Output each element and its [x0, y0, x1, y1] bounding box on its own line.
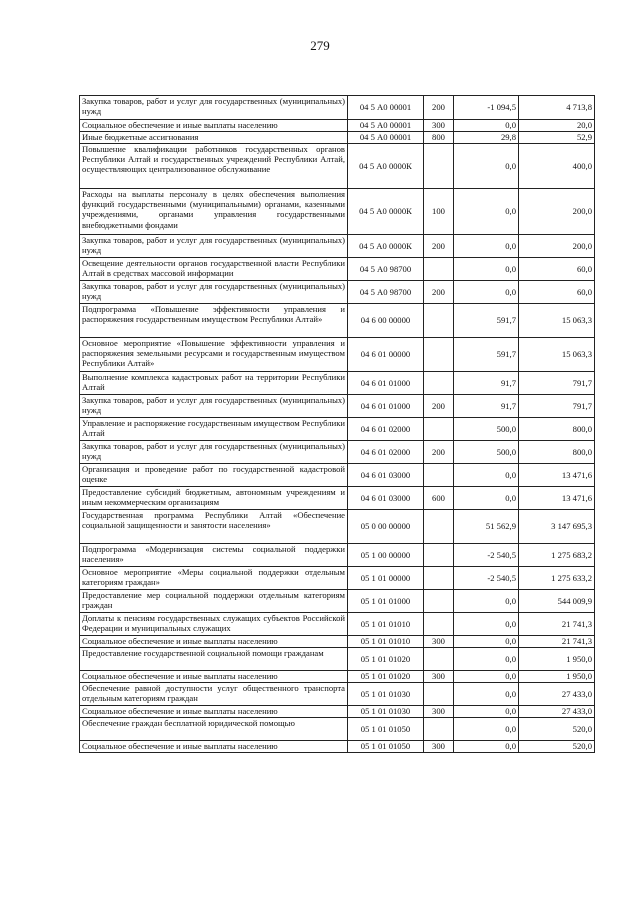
amount-total: 60,0: [519, 258, 595, 281]
expense-type: 200: [424, 281, 454, 304]
expense-type: [424, 613, 454, 636]
expense-type: [424, 683, 454, 706]
amount-change: 0,0: [454, 683, 519, 706]
expense-type: [424, 372, 454, 395]
amount-change: 0,0: [454, 235, 519, 258]
expense-type: 300: [424, 741, 454, 753]
line-item-name: Социальное обеспечение и иные выплаты населению: [80, 636, 348, 648]
line-item-name: Доплаты к пенсиям государственных служащих субъектов Российской Федерации и муниципальных служащих: [80, 613, 348, 636]
amount-total: 13 471,6: [519, 487, 595, 510]
expense-type: [424, 258, 454, 281]
target-code: 04 5 А0 98700: [348, 281, 424, 304]
line-item-name: Обеспечение граждан бесплатной юридической помощью: [80, 718, 348, 741]
budget-table-body: [80, 96, 595, 753]
target-code: 04 6 01 01000: [348, 372, 424, 395]
amount-change: -2 540,5: [454, 544, 519, 567]
table-row: [80, 235, 595, 258]
amount-total: 1 950,0: [519, 648, 595, 671]
target-code: 04 6 01 01000: [348, 395, 424, 418]
amount-change: 500,0: [454, 418, 519, 441]
target-code: 05 1 00 00000: [348, 544, 424, 567]
table-row: [80, 510, 595, 544]
target-code: 04 6 01 02000: [348, 441, 424, 464]
expense-type: [424, 544, 454, 567]
amount-change: 591,7: [454, 304, 519, 338]
expense-type: 200: [424, 395, 454, 418]
amount-total: 60,0: [519, 281, 595, 304]
amount-change: 0,0: [454, 613, 519, 636]
amount-change: 0,0: [454, 189, 519, 235]
line-item-name: Социальное обеспечение и иные выплаты населению: [80, 671, 348, 683]
line-item-name: Закупка товаров, работ и услуг для государственных (муниципальных) нужд: [80, 96, 348, 120]
table-row: [80, 464, 595, 487]
expense-type: [424, 464, 454, 487]
amount-change: 51 562,9: [454, 510, 519, 544]
expense-type: [424, 590, 454, 613]
line-item-name: Закупка товаров, работ и услуг для государственных (муниципальных) нужд: [80, 441, 348, 464]
target-code: 04 5 А0 0000К: [348, 144, 424, 189]
line-item-name: Управление и распоряжение государственным имуществом Республики Алтай: [80, 418, 348, 441]
expense-type: [424, 144, 454, 189]
table-row: [80, 338, 595, 372]
line-item-name: Подпрограмма «Модернизация системы социальной поддержки населения»: [80, 544, 348, 567]
table-row: [80, 636, 595, 648]
table-row: [80, 706, 595, 718]
amount-total: 1 275 633,2: [519, 567, 595, 590]
amount-total: 3 147 695,3: [519, 510, 595, 544]
amount-change: 91,7: [454, 372, 519, 395]
amount-total: 13 471,6: [519, 464, 595, 487]
amount-change: -2 540,5: [454, 567, 519, 590]
target-code: 05 1 01 01010: [348, 636, 424, 648]
expense-type: 300: [424, 671, 454, 683]
expense-type: [424, 718, 454, 741]
table-row: [80, 671, 595, 683]
table-row: [80, 718, 595, 741]
expense-type: 100: [424, 189, 454, 235]
target-code: 04 5 А0 98700: [348, 258, 424, 281]
expense-type: 200: [424, 441, 454, 464]
amount-total: 21 741,3: [519, 613, 595, 636]
line-item-name: Основное мероприятие «Повышение эффективности управления и распоряжения земельными ресурсами и государственным имуществом Республики Алтай»: [80, 338, 348, 372]
amount-change: 0,0: [454, 671, 519, 683]
target-code: 04 5 А0 00001: [348, 132, 424, 144]
target-code: 05 1 01 01050: [348, 718, 424, 741]
line-item-name: Предоставление субсидий бюджетным, автономным учреждениям и иным некоммерческим организациям: [80, 487, 348, 510]
table-row: [80, 395, 595, 418]
line-item-name: Расходы на выплаты персоналу в целях обеспечения выполнения функций государственными (муниципальными) органами, казенными учреждениями, органами управления государственными внебюджетными фондами: [80, 189, 348, 235]
amount-total: 800,0: [519, 441, 595, 464]
line-item-name: Закупка товаров, работ и услуг для государственных (муниципальных) нужд: [80, 281, 348, 304]
line-item-name: Социальное обеспечение и иные выплаты населению: [80, 120, 348, 132]
amount-change: 0,0: [454, 487, 519, 510]
page-number: 279: [310, 38, 330, 53]
line-item-name: Предоставление мер социальной поддержки отдельным категориям граждан: [80, 590, 348, 613]
table-row: [80, 487, 595, 510]
table-row: [80, 258, 595, 281]
amount-total: 1 275 683,2: [519, 544, 595, 567]
target-code: 04 5 А0 0000К: [348, 189, 424, 235]
amount-total: 27 433,0: [519, 706, 595, 718]
amount-change: 0,0: [454, 718, 519, 741]
amount-total: 21 741,3: [519, 636, 595, 648]
line-item-name: Иные бюджетные ассигнования: [80, 132, 348, 144]
table-row: [80, 648, 595, 671]
target-code: 04 6 00 00000: [348, 304, 424, 338]
line-item-name: Основное мероприятие «Меры социальной поддержки отдельным категориям граждан»: [80, 567, 348, 590]
amount-total: 520,0: [519, 718, 595, 741]
table-row: [80, 372, 595, 395]
table-row: [80, 144, 595, 189]
line-item-name: Выполнение комплекса кадастровых работ на территории Республики Алтай: [80, 372, 348, 395]
target-code: 05 0 00 00000: [348, 510, 424, 544]
expense-type: 600: [424, 487, 454, 510]
target-code: 05 1 01 01010: [348, 613, 424, 636]
line-item-name: Закупка товаров, работ и услуг для государственных (муниципальных) нужд: [80, 235, 348, 258]
table-row: [80, 96, 595, 120]
expense-type: [424, 510, 454, 544]
amount-total: 1 950,0: [519, 671, 595, 683]
table-row: [80, 613, 595, 636]
target-code: 05 1 01 01030: [348, 683, 424, 706]
table-row: [80, 567, 595, 590]
expense-type: 300: [424, 636, 454, 648]
amount-change: 91,7: [454, 395, 519, 418]
target-code: 05 1 01 01000: [348, 590, 424, 613]
target-code: 04 5 А0 00001: [348, 120, 424, 132]
table-row: [80, 590, 595, 613]
amount-total: 791,7: [519, 395, 595, 418]
expense-type: [424, 418, 454, 441]
line-item-name: Предоставление государственной социальной помощи гражданам: [80, 648, 348, 671]
amount-change: 0,0: [454, 636, 519, 648]
line-item-name: Государственная программа Республики Алтай «Обеспечение социальной защищенности и занятости населения»: [80, 510, 348, 544]
table-row: [80, 304, 595, 338]
amount-change: 500,0: [454, 441, 519, 464]
table-row: [80, 441, 595, 464]
target-code: 05 1 01 00000: [348, 567, 424, 590]
table-row: [80, 132, 595, 144]
table-row: [80, 189, 595, 235]
target-code: 05 1 01 01030: [348, 706, 424, 718]
target-code: 04 6 01 03000: [348, 487, 424, 510]
amount-change: 0,0: [454, 120, 519, 132]
expense-type: 300: [424, 706, 454, 718]
expense-type: [424, 567, 454, 590]
amount-total: 200,0: [519, 235, 595, 258]
table-row: [80, 544, 595, 567]
amount-change: 0,0: [454, 144, 519, 189]
line-item-name: Обеспечение равной доступности услуг общественного транспорта отдельным категориям граждан: [80, 683, 348, 706]
amount-change: -1 094,5: [454, 96, 519, 120]
line-item-name: Освещение деятельности органов государственной власти Республики Алтай в средствах массовой информации: [80, 258, 348, 281]
amount-total: 400,0: [519, 144, 595, 189]
line-item-name: Социальное обеспечение и иные выплаты населению: [80, 706, 348, 718]
budget-table: [79, 95, 595, 753]
line-item-name: Закупка товаров, работ и услуг для государственных (муниципальных) нужд: [80, 395, 348, 418]
target-code: 04 5 А0 00001: [348, 96, 424, 120]
amount-change: 0,0: [454, 281, 519, 304]
expense-type: 200: [424, 235, 454, 258]
expense-type: [424, 338, 454, 372]
amount-change: 591,7: [454, 338, 519, 372]
line-item-name: Социальное обеспечение и иные выплаты населению: [80, 741, 348, 753]
target-code: 05 1 01 01020: [348, 671, 424, 683]
target-code: 04 6 01 03000: [348, 464, 424, 487]
amount-total: 15 063,3: [519, 338, 595, 372]
amount-total: 52,9: [519, 132, 595, 144]
table-row: [80, 120, 595, 132]
target-code: 05 1 01 01020: [348, 648, 424, 671]
table-row: [80, 281, 595, 304]
table-row: [80, 683, 595, 706]
expense-type: 300: [424, 120, 454, 132]
expense-type: [424, 304, 454, 338]
amount-change: 29,8: [454, 132, 519, 144]
table-row: [80, 741, 595, 753]
amount-total: 27 433,0: [519, 683, 595, 706]
line-item-name: Повышение квалификации работников государственных органов Республики Алтай и государственных учреждений Республики Алтай, осуществляющих централизованное обслуживание: [80, 144, 348, 189]
line-item-name: Подпрограмма «Повышение эффективности управления и распоряжения государственным имуществом Республики Алтай»: [80, 304, 348, 338]
line-item-name: Организация и проведение работ по государственной кадастровой оценке: [80, 464, 348, 487]
target-code: 04 6 01 00000: [348, 338, 424, 372]
amount-total: 20,0: [519, 120, 595, 132]
amount-change: 0,0: [454, 741, 519, 753]
amount-total: 544 009,9: [519, 590, 595, 613]
amount-total: 4 713,8: [519, 96, 595, 120]
amount-change: 0,0: [454, 258, 519, 281]
amount-change: 0,0: [454, 590, 519, 613]
amount-total: 800,0: [519, 418, 595, 441]
amount-total: 791,7: [519, 372, 595, 395]
table-row: [80, 418, 595, 441]
expense-type: 800: [424, 132, 454, 144]
target-code: 05 1 01 01050: [348, 741, 424, 753]
expense-type: [424, 648, 454, 671]
amount-change: 0,0: [454, 464, 519, 487]
amount-total: 15 063,3: [519, 304, 595, 338]
target-code: 04 6 01 02000: [348, 418, 424, 441]
amount-change: 0,0: [454, 648, 519, 671]
amount-total: 200,0: [519, 189, 595, 235]
amount-change: 0,0: [454, 706, 519, 718]
target-code: 04 5 А0 0000К: [348, 235, 424, 258]
amount-total: 520,0: [519, 741, 595, 753]
expense-type: 200: [424, 96, 454, 120]
